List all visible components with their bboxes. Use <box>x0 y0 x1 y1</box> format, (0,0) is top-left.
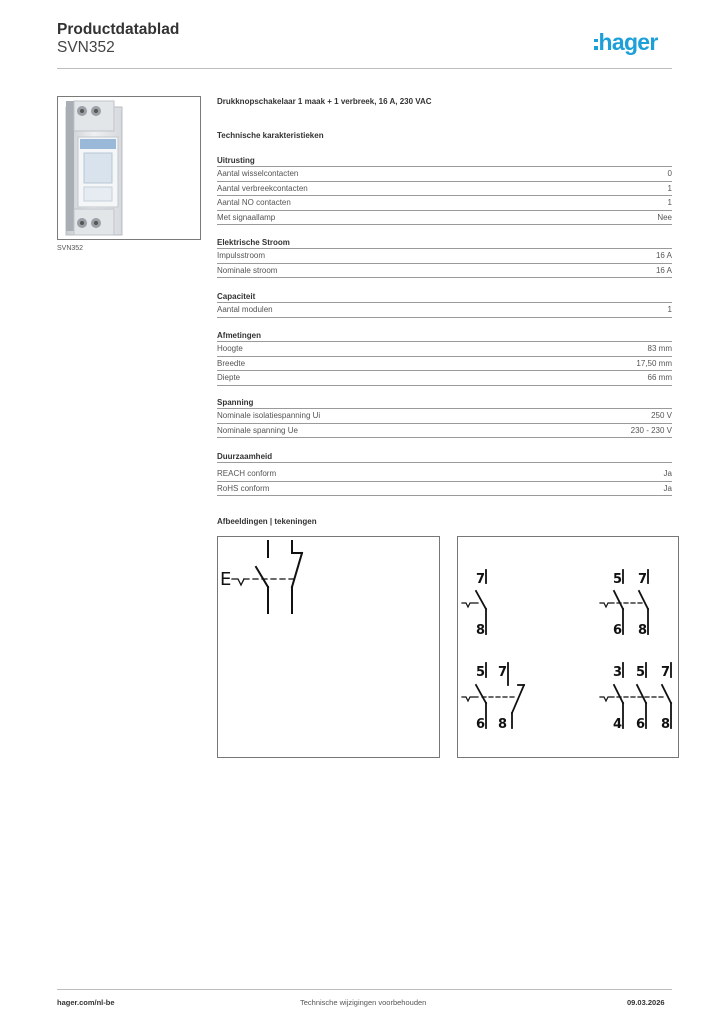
spec-row <box>217 303 672 318</box>
spec-value: 83 mm <box>647 344 672 353</box>
spec-label: Met signaallamp <box>217 212 276 222</box>
spec-label: Nominale isolatiespanning Ui <box>217 411 321 420</box>
contact-diagrams <box>458 537 678 757</box>
drawing-symbol-box <box>217 536 440 758</box>
terminal-label: 7 <box>638 572 648 587</box>
header-divider <box>57 68 672 69</box>
spec-section-afmetingen <box>217 329 672 386</box>
spec-label: Breedte <box>217 358 246 368</box>
terminal-label: 3 <box>613 665 623 680</box>
logo-text: hager <box>598 28 658 55</box>
terminal-label: 6 <box>476 717 486 732</box>
spec-label: Nominale spanning Ue <box>217 425 298 435</box>
spec-row <box>217 249 672 264</box>
spec-label: REACH conform <box>217 469 277 478</box>
spec-label: Aantal NO contacten <box>217 198 291 208</box>
spec-value: 1 <box>667 198 672 208</box>
product-image <box>57 96 201 240</box>
spec-label: Diepte <box>217 373 241 383</box>
product-code: SVN352 <box>57 39 115 56</box>
spec-label: Impulsstroom <box>217 251 266 260</box>
terminal-label: 5 <box>613 572 623 587</box>
spec-section-capaciteit <box>217 290 672 318</box>
section-title: Uitrusting <box>217 154 672 167</box>
terminal-label: 8 <box>498 717 508 732</box>
spec-value: 16 A <box>655 251 672 260</box>
spec-value: Ja <box>663 483 672 493</box>
tech-heading: Technische karakteristieken <box>217 131 324 140</box>
section-title: Duurzaamheid <box>217 450 672 463</box>
spec-label: Aantal wisselcontacten <box>217 169 299 178</box>
spec-label: Nominale stroom <box>217 265 278 275</box>
product-description: Drukknopschakelaar 1 maak + 1 verbreek, 16 A, 230 VAC <box>217 97 432 106</box>
spec-value: Nee <box>657 212 672 222</box>
spec-row <box>217 409 672 424</box>
footer-disclaimer: Technische wijzigingen voorbehouden <box>300 998 427 1007</box>
terminal-label: 6 <box>613 623 623 638</box>
spec-row <box>217 467 672 482</box>
terminal-label: 7 <box>476 572 486 587</box>
spec-row <box>217 424 672 439</box>
spec-row <box>217 211 672 226</box>
spec-row <box>217 264 672 279</box>
spec-section-duurzaamheid <box>217 450 672 496</box>
spec-value: 1 <box>667 183 672 193</box>
spec-value: 1 <box>667 305 672 314</box>
page-title: Productdatablad <box>57 21 180 38</box>
terminal-label: 7 <box>661 665 671 680</box>
hager-logo <box>594 28 658 56</box>
spec-value: 66 mm <box>647 373 672 383</box>
product-image-caption: SVN352 <box>57 245 84 252</box>
footer-date: 09.03.2026 <box>627 998 665 1007</box>
spec-row <box>217 182 672 197</box>
spec-value: 230 - 230 V <box>630 425 672 435</box>
spec-label: RoHS conform <box>217 483 270 493</box>
terminal-label: 8 <box>661 717 671 732</box>
terminal-label: 8 <box>638 623 648 638</box>
spec-label: Hoogte <box>217 344 243 353</box>
spec-row <box>217 357 672 372</box>
terminal-label: 8 <box>476 623 486 638</box>
spec-row <box>217 371 672 386</box>
spec-section-spanning <box>217 396 672 438</box>
logo-colon-icon <box>594 39 598 50</box>
footer-website-link[interactable]: hager.com/nl-be <box>57 998 115 1007</box>
terminal-label: 6 <box>636 717 646 732</box>
spec-section-elektrische-stroom <box>217 236 672 278</box>
drawing-contacts-box <box>457 536 679 758</box>
footer-divider <box>57 989 672 990</box>
actuator-label: E <box>220 569 232 590</box>
section-title: Afmetingen <box>217 329 672 342</box>
spec-row <box>217 342 672 357</box>
modular-switch-icon <box>58 97 200 239</box>
terminal-label: 7 <box>498 665 508 680</box>
spec-label: Aantal modulen <box>217 305 273 314</box>
terminal-label: 5 <box>476 665 486 680</box>
drawings-heading: Afbeeldingen | tekeningen <box>217 517 317 526</box>
spec-value: 16 A <box>655 265 672 275</box>
section-title: Elektrische Stroom <box>217 236 672 249</box>
pushbutton-symbol-diagram <box>218 537 439 757</box>
terminal-label: 5 <box>636 665 646 680</box>
section-title: Capaciteit <box>217 290 672 303</box>
spec-section-uitrusting <box>217 154 672 225</box>
spec-label: Aantal verbreekcontacten <box>217 183 308 193</box>
spec-value: 0 <box>667 169 672 178</box>
spec-row <box>217 167 672 182</box>
spec-row <box>217 196 672 211</box>
spec-value: 250 V <box>651 411 672 420</box>
spec-value: 17,50 mm <box>636 358 672 368</box>
spec-value: Ja <box>663 469 672 478</box>
section-title: Spanning <box>217 396 672 409</box>
spec-row <box>217 482 672 497</box>
terminal-label: 4 <box>613 717 623 732</box>
